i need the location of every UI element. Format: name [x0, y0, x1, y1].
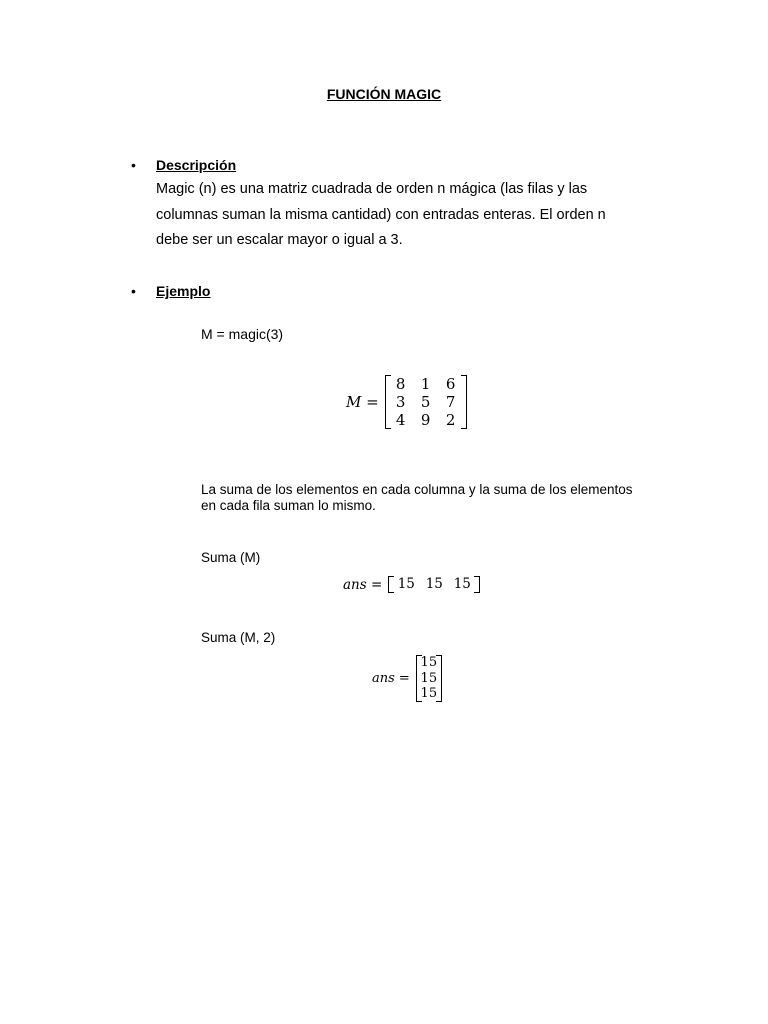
- matrix-cell: 5: [420, 393, 431, 411]
- vector-cell: 15: [425, 576, 443, 592]
- description-text: [156, 177, 656, 254]
- magic-matrix-equation: [346, 375, 467, 429]
- row-vector: [388, 576, 480, 593]
- description-line: Magic (n) es una matriz cuadrada de orden n mágica (las filas y las: [156, 181, 588, 197]
- description-line: columnas suman la misma cantidad) con entradas enteras. El orden n: [156, 206, 606, 223]
- note-line: en cada fila suman lo mismo.: [201, 498, 376, 513]
- description-line: debe ser un escalar mayor o igual a 3.: [156, 232, 403, 248]
- sum-columns-result: [343, 576, 480, 593]
- matrix-cell: 1: [420, 375, 431, 393]
- page-title: FUNCIÓN MAGIC: [326, 86, 442, 102]
- sum-note: [201, 482, 681, 514]
- magic-matrix: [385, 375, 467, 429]
- matrix-cell: 2: [445, 411, 456, 429]
- vector-cell: 15: [420, 686, 438, 701]
- matrix-cell: 6: [445, 375, 456, 393]
- sum-rows-result: [372, 655, 442, 702]
- vector-cell: 15: [453, 576, 471, 592]
- description-heading: Descripción: [156, 157, 237, 173]
- example-heading: Ejemplo: [156, 283, 211, 299]
- matrix-cell: 9: [420, 411, 431, 429]
- matrix-cell: 3: [395, 393, 406, 411]
- magic-command: M = magic(3): [201, 326, 284, 342]
- bullet-description: •: [131, 157, 136, 173]
- result-label: ans =: [343, 576, 383, 593]
- vector-cell: 15: [420, 655, 438, 670]
- vector-cell: 15: [420, 670, 438, 686]
- bullet-example: •: [131, 283, 136, 299]
- matrix-cell: 8: [395, 375, 406, 393]
- matrix-label: M =: [346, 393, 379, 411]
- column-vector: [416, 655, 442, 702]
- sum-rows-command: Suma (M, 2): [201, 630, 276, 645]
- result-label: ans =: [372, 670, 410, 686]
- matrix-cell: 4: [395, 411, 406, 429]
- matrix-cell: 7: [445, 393, 456, 411]
- vector-cell: 15: [397, 576, 415, 592]
- sum-columns-command: Suma (M): [201, 550, 261, 565]
- note-line: La suma de los elementos en cada columna y la suma de los elementos: [201, 482, 633, 497]
